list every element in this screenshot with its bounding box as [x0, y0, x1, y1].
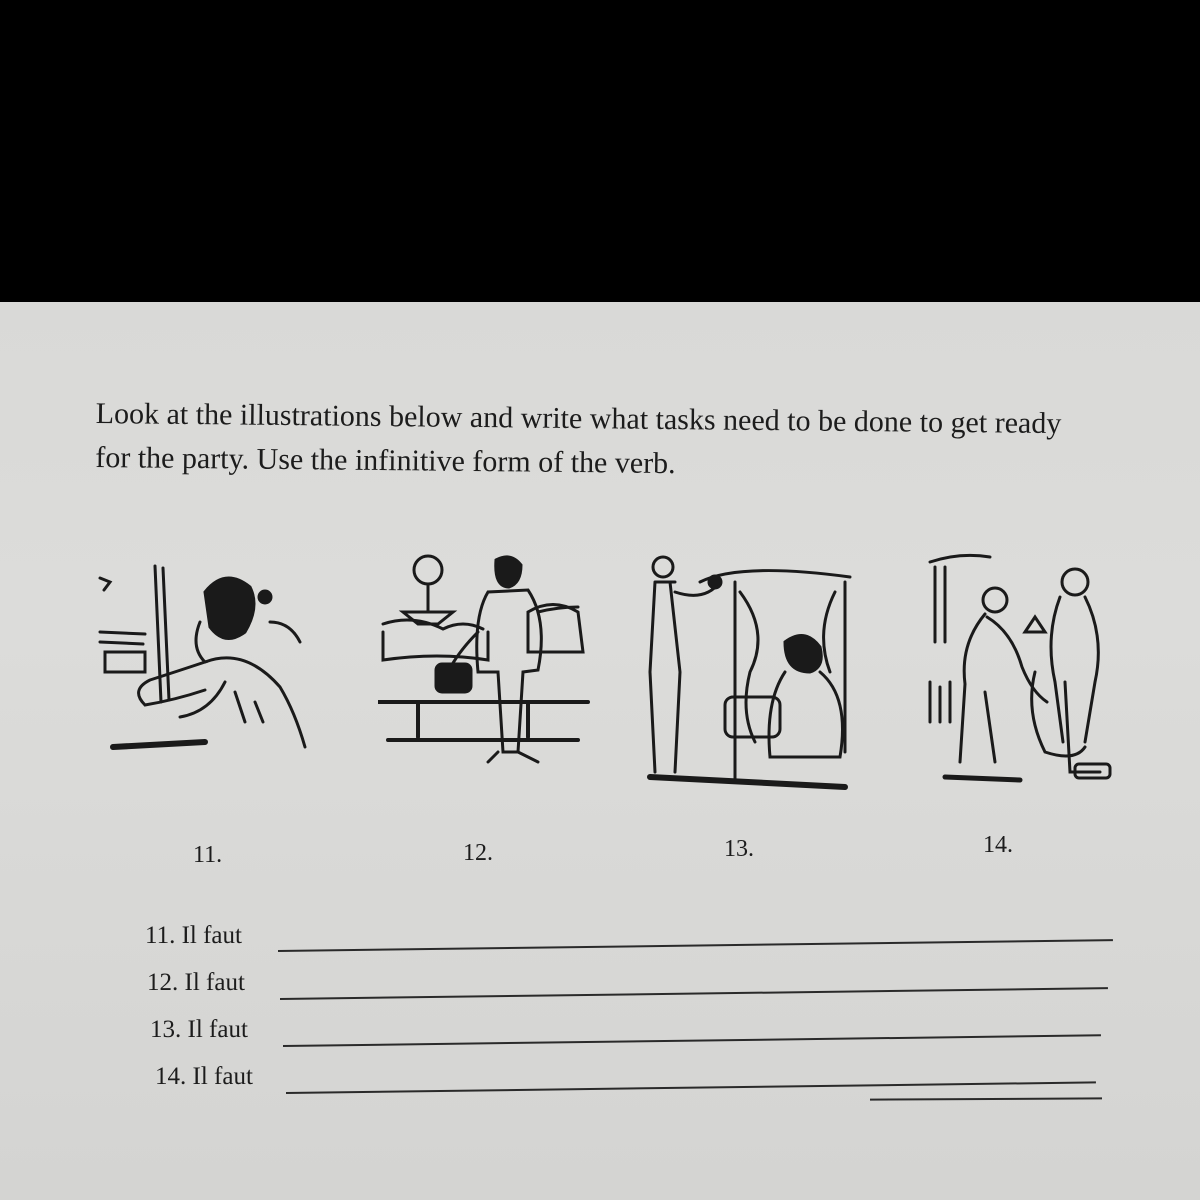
answer-number: 13. [150, 1016, 182, 1043]
illustration-11-drawing [95, 552, 310, 802]
instructions [95, 392, 1156, 491]
answer-prompt: Il faut [184, 969, 245, 996]
illustration-11-person-cleaning-window [95, 552, 310, 802]
answer-row-12 [147, 969, 245, 997]
caption-11: 11. [193, 842, 223, 868]
answer-row-11 [145, 922, 242, 950]
caption-14: 14. [983, 832, 1013, 858]
answer-blank-11[interactable] [278, 939, 1113, 952]
instructions-line-1: Look at the illustrations below and write what tasks need to be done to get ready [95, 396, 1062, 441]
answer-number: 14. [155, 1063, 187, 1090]
illustration-12-person-shopping-at-market [378, 552, 593, 802]
caption-12: 12. [463, 840, 493, 866]
answer-blank-14[interactable] [286, 1081, 1096, 1094]
illustration-14-drawing [925, 552, 1125, 802]
answer-prompt: Il faut [192, 1063, 253, 1090]
instructions-line-2: for the party. Use the infinitive form of the verb. [95, 440, 676, 481]
answer-number: 12. [147, 969, 179, 996]
caption-13: 13. [724, 836, 754, 862]
answer-prompt: Il faut [181, 922, 242, 949]
illustration-13-people-decorating-room [645, 552, 860, 802]
answer-prompt: Il faut [187, 1016, 248, 1043]
extra-line [870, 1097, 1102, 1100]
illustration-14-people-vacuuming [925, 552, 1125, 802]
answer-blank-13[interactable] [283, 1034, 1101, 1047]
illustration-12-drawing [378, 552, 593, 802]
illustration-13-drawing [645, 552, 860, 802]
worksheet-page [0, 302, 1200, 1200]
answer-blank-12[interactable] [280, 987, 1108, 1000]
answer-row-14 [155, 1063, 253, 1091]
answer-number: 11. [145, 922, 176, 949]
answer-row-13 [150, 1016, 248, 1044]
